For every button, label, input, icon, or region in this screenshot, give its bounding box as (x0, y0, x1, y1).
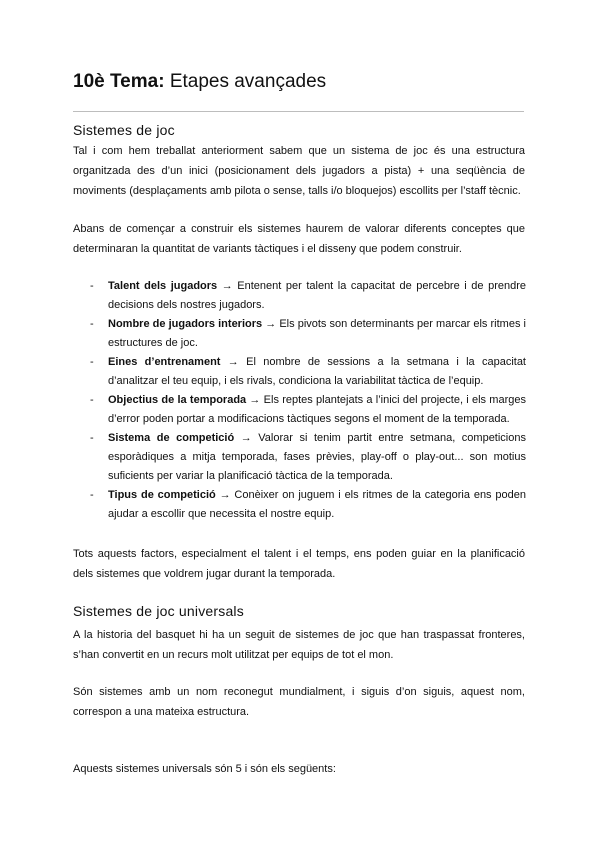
list-item (90, 315, 526, 353)
list-item-text: → El nombre de sessions a la setmana i la capacitat d’analitzar el teu equip, i els rivals, condiciona la variabilitat tàctica de l’equip. (108, 356, 526, 387)
list-item-text: → Els pivots son determinants per marcar els ritmes i estructures de joc. (108, 318, 526, 349)
title-divider (73, 111, 524, 112)
bullet-dash: - (90, 280, 94, 292)
title-text: Etapes avançades (169, 71, 327, 92)
list-item-text: → Entenent per talent la capacitat de percebre i de prendre decisions dels nostres jugadors. (108, 280, 526, 311)
factors-summary-paragraph: Tots aquests factors, especialment el talent i el temps, ens poden guiar en la planificació dels sistemes que voldrem jugar durant la temporada. (73, 548, 525, 580)
list-item-text: → Els reptes plantejats a l’inici del projecte, i els marges d’error poden portar a modificacions tàctiques segons el moment de la temporada. (108, 394, 526, 425)
bullet-dash: - (90, 318, 94, 330)
list-item-text: → Conèixer on juguem i els ritmes de la categoria ens poden ajudar a escollir que necessita el nostre equip. (108, 489, 526, 520)
list-item (90, 353, 526, 391)
list-item (90, 277, 526, 315)
title-number: 10è Tema: (73, 71, 165, 92)
list-item-term: Talent dels jugadors (108, 280, 218, 292)
bullet-dash: - (90, 432, 94, 444)
concepts-paragraph: Abans de començar a construir els sistemes haurem de valorar diferents conceptes que determinaran la quantitat de variants tàctiques i el disseny que podem construir. (73, 223, 525, 255)
list-item-term: Objectius de la temporada (108, 394, 247, 406)
list-item (90, 429, 526, 486)
section-heading-sistemes-de-joc: Sistemes de joc (73, 122, 175, 138)
list-item (90, 391, 526, 429)
history-paragraph: A la historia del basquet hi ha un seguit de sistemes de joc que han traspassat fronteres, s’han convertit en un recurs molt utilitzat per equips de tot el mon. (73, 629, 525, 661)
names-paragraph: Són sistemes amb un nom reconegut mundialment, i siguis d’on siguis, aquest nom, correspon a una mateixa estructura. (73, 686, 525, 718)
intro-paragraph: Tal i com hem treballat anteriorment sabem que un sistema de joc és una estructura organitzada des d’un inici (posicionament dels jugadors a pista) + una seqüència de moviments (desplaçaments amb pilota o sense, talls i/o bloquejos) escollits per l’staff tècnic. (73, 145, 525, 197)
bullet-dash: - (90, 356, 94, 368)
list-item-term: Nombre de jugadors interiors (108, 318, 263, 330)
list-item-term: Eines d’entrenament (108, 356, 221, 368)
list-intro-paragraph: Aquests sistemes universals són 5 i són els següents: (73, 763, 336, 775)
factors-list (90, 277, 526, 524)
section-heading-sistemes-universals: Sistemes de joc universals (73, 603, 244, 619)
page-title (73, 71, 326, 93)
list-item-text: → Valorar si tenim partit entre setmana, competicions esporàdiques a mitja temporada, fases prèvies, play-off o play-out... son motius suficients per variar la planificació tàctica de la temporada. (108, 432, 526, 482)
bullet-dash: - (90, 489, 94, 501)
list-item-term: Sistema de competició (108, 432, 235, 444)
list-item (90, 486, 526, 524)
bullet-dash: - (90, 394, 94, 406)
list-item-term: Tipus de competició (108, 489, 216, 501)
